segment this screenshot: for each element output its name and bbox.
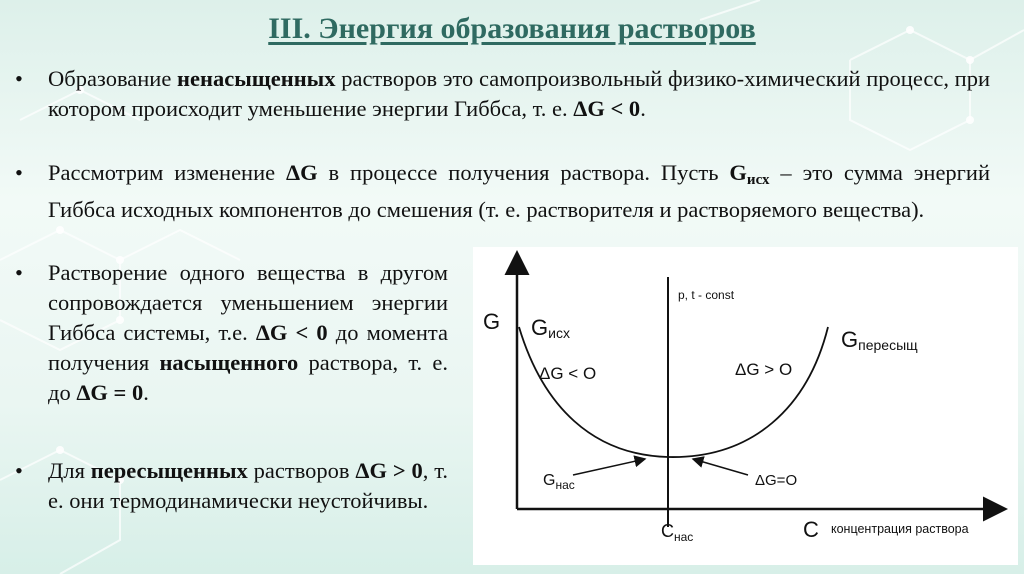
dg-more-label: ΔG > O: [735, 360, 793, 379]
text: Растворение одного вещества в другом сопровождается уменьшением энергии Гиббса системы, т.е.: [48, 260, 448, 345]
g-saturated-label: $G_{нас}$: [543, 472, 575, 492]
arrow-to-minimum-right: [693, 459, 748, 475]
bullet-marker: •: [15, 160, 23, 185]
text: .: [640, 96, 646, 121]
text: до момента получения: [48, 320, 448, 375]
text: , т. е. они термодинамически неустойчивы.: [48, 458, 448, 513]
text: раствора, т. е. до: [48, 350, 448, 405]
text-bold: ΔG < 0: [255, 320, 328, 345]
text: – это сумма энергий Гиббса исходных компонентов до смешения (т. е. растворителя и растворяемого вещества).: [48, 160, 990, 222]
bullet-supersaturated: [15, 456, 448, 516]
text: Образование: [48, 66, 178, 91]
gibbs-energy-diagram: [473, 247, 1018, 565]
text: .: [143, 380, 149, 405]
condition-label: p, t - const: [678, 288, 735, 302]
text: растворов: [247, 458, 356, 483]
arrow-to-minimum-left: [573, 459, 645, 475]
y-axis-label: G: [483, 309, 501, 334]
g-initial-label: Gисх: [531, 315, 570, 341]
dg-less-label: ΔG < O: [539, 364, 597, 383]
text: в процессе получения раствора. Пусть: [317, 160, 730, 185]
text-bold: ΔG = 0: [76, 380, 144, 405]
gibbs-curve: [519, 327, 828, 457]
text-bold: G: [729, 160, 747, 185]
text: растворов это самопроизвольный физико-химический процесс, при котором происходит уменьшение энергии Гиббса, т. е.: [48, 66, 991, 121]
slide-title: III. Энергия образования растворов: [268, 12, 756, 45]
text: Рассмотрим изменение: [48, 160, 287, 185]
text-bold: ΔG < 0: [573, 96, 641, 121]
bullet-gibbs-change: [15, 158, 990, 225]
dg-equal-label: ΔG=O: [755, 472, 798, 489]
c-saturated-label: $C_{нас}$: [661, 521, 694, 544]
x-axis-label: C: [803, 517, 819, 542]
text-bold: ненасыщенных: [177, 66, 336, 91]
bullet-marker: •: [15, 260, 23, 285]
text-subscript: исх: [746, 172, 770, 188]
bullet-unsaturated: [15, 64, 991, 124]
text-bold: ΔG > 0: [355, 458, 423, 483]
bullet-marker: •: [15, 458, 23, 483]
text: Для: [48, 458, 91, 483]
text-bold: насыщенного: [159, 350, 299, 375]
text-bold: ΔG: [286, 160, 318, 185]
text-bold: пересыщенных: [90, 458, 248, 483]
g-supersaturated-label: Gпересыщ: [841, 327, 918, 353]
bullet-marker: •: [15, 66, 23, 91]
bullet-dissolution: [15, 258, 448, 408]
x-axis-caption: концентрация раствора: [831, 522, 969, 536]
